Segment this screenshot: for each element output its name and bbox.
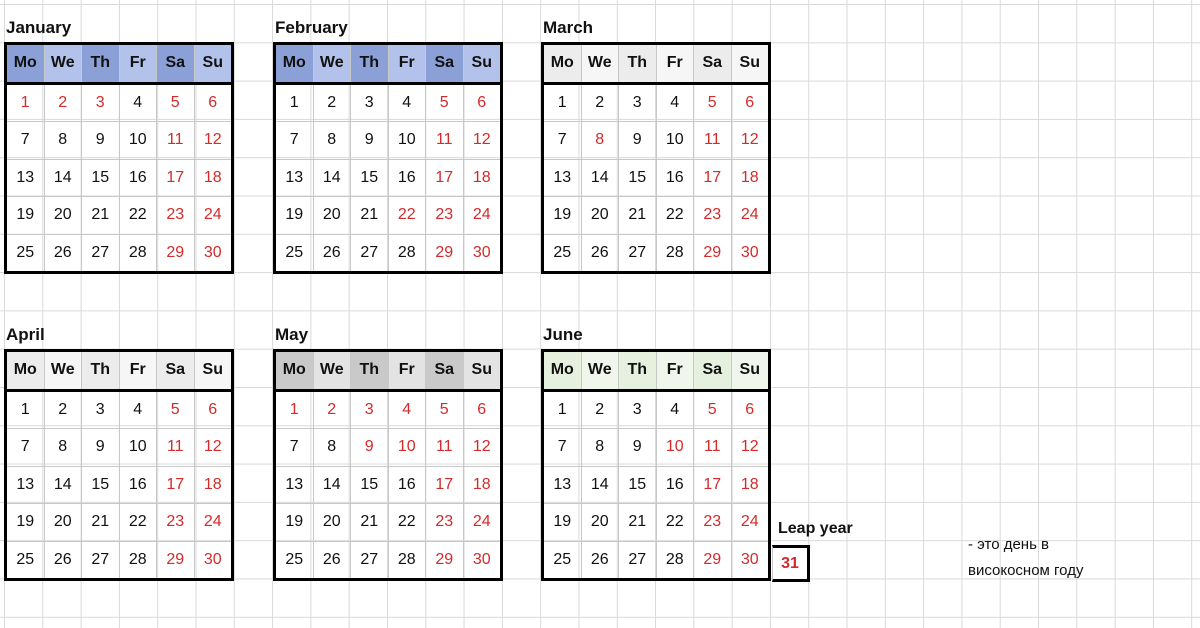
day-cell: 25	[543, 234, 582, 273]
weekday-header: Fr	[656, 44, 694, 84]
day-cell: 29	[426, 234, 464, 273]
day-cell: 1	[275, 390, 314, 429]
day-cell: 6	[194, 83, 233, 122]
leap-day-cell: 31	[772, 545, 810, 582]
day-cell: 15	[351, 159, 389, 197]
day-cell: 10	[656, 429, 694, 467]
day-cell: 1	[543, 390, 582, 429]
day-cell: 2	[44, 83, 82, 122]
day-cell: 4	[656, 390, 694, 429]
day-cell: 10	[119, 122, 157, 160]
weekday-header: Sa	[694, 351, 732, 391]
month-title: March	[543, 18, 594, 37]
day-cell: 23	[694, 504, 732, 542]
day-cell: 26	[581, 541, 619, 580]
day-cell: 29	[694, 234, 732, 273]
weekday-header: Th	[82, 351, 120, 391]
day-cell: 21	[619, 197, 657, 235]
weekday-header: Th	[351, 44, 389, 84]
weekday-header: Sa	[157, 351, 195, 391]
weekday-header: Sa	[426, 351, 464, 391]
day-cell: 9	[82, 429, 120, 467]
day-cell: 19	[543, 504, 582, 542]
day-cell: 25	[6, 234, 45, 273]
day-cell: 19	[275, 504, 314, 542]
day-cell: 25	[6, 541, 45, 580]
day-cell: 13	[543, 159, 582, 197]
weekday-header: We	[313, 44, 351, 84]
week-row	[543, 83, 770, 122]
day-cell: 23	[157, 197, 195, 235]
day-cell: 14	[313, 466, 351, 504]
day-cell: 7	[543, 122, 582, 160]
day-cell: 9	[619, 429, 657, 467]
day-cell: 7	[543, 429, 582, 467]
calendar-grid	[541, 349, 771, 581]
week-row	[6, 83, 233, 122]
day-cell: 5	[157, 390, 195, 429]
week-row	[6, 197, 233, 235]
month-title: April	[6, 325, 45, 344]
week-row	[543, 390, 770, 429]
day-cell: 26	[313, 234, 351, 273]
month-title: June	[543, 325, 583, 344]
day-cell: 11	[157, 122, 195, 160]
day-cell: 18	[463, 159, 502, 197]
weekday-header: Sa	[694, 44, 732, 84]
note-line-2: високосном году	[968, 562, 1084, 579]
day-cell: 21	[351, 197, 389, 235]
day-cell: 23	[426, 504, 464, 542]
week-row	[6, 122, 233, 160]
day-cell: 29	[694, 541, 732, 580]
day-cell: 6	[463, 83, 502, 122]
week-row	[6, 234, 233, 273]
day-cell: 20	[581, 197, 619, 235]
day-cell: 12	[731, 122, 770, 160]
week-row	[6, 541, 233, 580]
week-row	[275, 197, 502, 235]
day-cell: 3	[82, 83, 120, 122]
day-cell: 18	[463, 466, 502, 504]
day-cell: 11	[694, 122, 732, 160]
day-cell: 2	[581, 83, 619, 122]
day-cell: 9	[619, 122, 657, 160]
day-cell: 29	[157, 234, 195, 273]
day-cell: 23	[426, 197, 464, 235]
day-cell: 19	[6, 504, 45, 542]
day-cell: 20	[581, 504, 619, 542]
day-cell: 10	[388, 429, 426, 467]
week-row	[543, 504, 770, 542]
day-cell: 16	[119, 466, 157, 504]
day-cell: 23	[157, 504, 195, 542]
day-cell: 9	[82, 122, 120, 160]
day-cell: 12	[731, 429, 770, 467]
note-line-1: - это день в	[968, 536, 1050, 553]
week-row	[543, 234, 770, 273]
day-cell: 18	[731, 466, 770, 504]
weekday-header: Fr	[119, 351, 157, 391]
day-cell: 7	[6, 122, 45, 160]
day-cell: 12	[194, 122, 233, 160]
day-cell: 20	[44, 504, 82, 542]
day-cell: 8	[44, 429, 82, 467]
day-cell: 15	[82, 159, 120, 197]
weekday-header: Su	[463, 351, 502, 391]
month-january	[4, 18, 234, 274]
weekday-header: Mo	[543, 44, 582, 84]
weekday-header: Su	[731, 44, 770, 84]
day-cell: 16	[388, 466, 426, 504]
day-cell: 2	[313, 390, 351, 429]
week-row	[6, 504, 233, 542]
day-cell: 30	[463, 541, 502, 580]
day-cell: 10	[656, 122, 694, 160]
day-cell: 4	[119, 390, 157, 429]
week-row	[275, 466, 502, 504]
day-cell: 16	[656, 466, 694, 504]
day-cell: 6	[194, 390, 233, 429]
day-cell: 5	[426, 83, 464, 122]
day-cell: 28	[119, 234, 157, 273]
day-cell: 28	[119, 541, 157, 580]
day-cell: 24	[731, 504, 770, 542]
day-cell: 14	[313, 159, 351, 197]
day-cell: 6	[463, 390, 502, 429]
day-cell: 5	[157, 83, 195, 122]
weekday-header: We	[581, 351, 619, 391]
week-row	[275, 504, 502, 542]
weekday-header: Su	[463, 44, 502, 84]
day-cell: 30	[731, 541, 770, 580]
day-cell: 30	[194, 234, 233, 273]
week-row	[275, 541, 502, 580]
day-cell: 24	[194, 197, 233, 235]
day-cell: 12	[463, 122, 502, 160]
week-row	[543, 159, 770, 197]
day-cell: 9	[351, 122, 389, 160]
day-cell: 2	[313, 83, 351, 122]
day-cell: 17	[426, 466, 464, 504]
day-cell: 15	[82, 466, 120, 504]
weekday-header: Mo	[275, 44, 314, 84]
weekday-header: Fr	[388, 351, 426, 391]
week-row	[275, 83, 502, 122]
day-cell: 27	[619, 234, 657, 273]
day-cell: 3	[351, 83, 389, 122]
day-cell: 27	[82, 234, 120, 273]
day-cell: 11	[157, 429, 195, 467]
day-cell: 28	[656, 541, 694, 580]
day-cell: 10	[119, 429, 157, 467]
day-cell: 7	[275, 429, 314, 467]
day-cell: 4	[388, 390, 426, 429]
month-june	[541, 325, 771, 581]
day-cell: 12	[194, 429, 233, 467]
day-cell: 1	[275, 83, 314, 122]
weekday-header: We	[44, 44, 82, 84]
day-cell: 17	[426, 159, 464, 197]
day-cell: 13	[6, 159, 45, 197]
day-cell: 24	[731, 197, 770, 235]
day-cell: 2	[44, 390, 82, 429]
week-row	[275, 234, 502, 273]
weekday-header: We	[313, 351, 351, 391]
calendar-grid	[4, 42, 234, 274]
day-cell: 1	[6, 83, 45, 122]
day-cell: 6	[731, 390, 770, 429]
weekday-header: Mo	[275, 351, 314, 391]
day-cell: 5	[694, 390, 732, 429]
day-cell: 16	[656, 159, 694, 197]
day-cell: 25	[275, 541, 314, 580]
day-cell: 8	[313, 122, 351, 160]
day-cell: 14	[581, 466, 619, 504]
day-cell: 22	[388, 504, 426, 542]
day-cell: 22	[388, 197, 426, 235]
day-cell: 28	[388, 541, 426, 580]
day-cell: 24	[463, 197, 502, 235]
day-cell: 11	[694, 429, 732, 467]
weekday-header: Th	[351, 351, 389, 391]
day-cell: 24	[463, 504, 502, 542]
day-cell: 17	[157, 159, 195, 197]
day-cell: 24	[194, 504, 233, 542]
day-cell: 27	[351, 234, 389, 273]
week-row	[543, 122, 770, 160]
day-cell: 3	[619, 83, 657, 122]
week-row	[275, 159, 502, 197]
day-cell: 21	[351, 504, 389, 542]
day-cell: 28	[388, 234, 426, 273]
day-cell: 30	[194, 541, 233, 580]
calendar-grid	[273, 349, 503, 581]
month-february	[273, 18, 503, 274]
weekday-header: Mo	[6, 44, 45, 84]
day-cell: 23	[694, 197, 732, 235]
day-cell: 11	[426, 122, 464, 160]
day-cell: 14	[44, 466, 82, 504]
day-cell: 22	[119, 197, 157, 235]
weekday-header: Mo	[6, 351, 45, 391]
weekday-header-row	[275, 44, 502, 84]
day-cell: 1	[6, 390, 45, 429]
day-cell: 11	[426, 429, 464, 467]
month-title: February	[275, 18, 348, 37]
day-cell: 18	[194, 466, 233, 504]
day-cell: 4	[656, 83, 694, 122]
weekday-header: Th	[619, 44, 657, 84]
day-cell: 8	[313, 429, 351, 467]
day-cell: 14	[44, 159, 82, 197]
weekday-header: Su	[194, 351, 233, 391]
weekday-header: Fr	[656, 351, 694, 391]
day-cell: 19	[543, 197, 582, 235]
day-cell: 13	[275, 466, 314, 504]
day-cell: 10	[388, 122, 426, 160]
week-row	[6, 390, 233, 429]
weekday-header: Th	[82, 44, 120, 84]
week-row	[6, 429, 233, 467]
day-cell: 2	[581, 390, 619, 429]
weekday-header: Sa	[157, 44, 195, 84]
weekday-header: Fr	[388, 44, 426, 84]
day-cell: 14	[581, 159, 619, 197]
week-row	[543, 541, 770, 580]
weekday-header: Fr	[119, 44, 157, 84]
day-cell: 13	[543, 466, 582, 504]
day-cell: 18	[731, 159, 770, 197]
day-cell: 15	[351, 466, 389, 504]
day-cell: 13	[6, 466, 45, 504]
day-cell: 3	[82, 390, 120, 429]
month-title: January	[6, 18, 72, 37]
day-cell: 7	[275, 122, 314, 160]
day-cell: 20	[44, 197, 82, 235]
day-cell: 29	[426, 541, 464, 580]
day-cell: 17	[694, 466, 732, 504]
day-cell: 21	[619, 504, 657, 542]
week-row	[6, 466, 233, 504]
day-cell: 8	[581, 122, 619, 160]
month-march	[541, 18, 771, 274]
day-cell: 22	[119, 504, 157, 542]
day-cell: 3	[619, 390, 657, 429]
day-cell: 20	[313, 504, 351, 542]
weekday-header-row	[275, 351, 502, 391]
day-cell: 19	[6, 197, 45, 235]
day-cell: 30	[731, 234, 770, 273]
day-cell: 1	[543, 83, 582, 122]
day-cell: 12	[463, 429, 502, 467]
day-cell: 15	[619, 159, 657, 197]
calendar-grid	[273, 42, 503, 274]
day-cell: 22	[656, 197, 694, 235]
day-cell: 3	[351, 390, 389, 429]
day-cell: 8	[581, 429, 619, 467]
weekday-header: Su	[731, 351, 770, 391]
week-row	[275, 122, 502, 160]
month-title: May	[275, 325, 309, 344]
calendar-grid	[541, 42, 771, 274]
weekday-header-row	[6, 351, 233, 391]
day-cell: 4	[388, 83, 426, 122]
weekday-header: Mo	[543, 351, 582, 391]
month-april	[4, 325, 234, 581]
weekday-header: Sa	[426, 44, 464, 84]
leap-year-label: Leap year	[778, 520, 853, 537]
day-cell: 19	[275, 197, 314, 235]
day-cell: 29	[157, 541, 195, 580]
weekday-header: Su	[194, 44, 233, 84]
day-cell: 28	[656, 234, 694, 273]
day-cell: 18	[194, 159, 233, 197]
day-cell: 16	[119, 159, 157, 197]
day-cell: 17	[157, 466, 195, 504]
day-cell: 26	[313, 541, 351, 580]
day-cell: 27	[619, 541, 657, 580]
day-cell: 7	[6, 429, 45, 467]
day-cell: 21	[82, 504, 120, 542]
day-cell: 5	[426, 390, 464, 429]
day-cell: 27	[351, 541, 389, 580]
day-cell: 22	[656, 504, 694, 542]
day-cell: 6	[731, 83, 770, 122]
day-cell: 13	[275, 159, 314, 197]
weekday-header: Th	[619, 351, 657, 391]
week-row	[543, 466, 770, 504]
week-row	[275, 390, 502, 429]
calendar-grid	[4, 349, 234, 581]
day-cell: 30	[463, 234, 502, 273]
day-cell: 26	[44, 541, 82, 580]
month-may	[273, 325, 503, 581]
day-cell: 26	[581, 234, 619, 273]
week-row	[543, 429, 770, 467]
day-cell: 20	[313, 197, 351, 235]
week-row	[543, 197, 770, 235]
week-row	[6, 159, 233, 197]
weekday-header: We	[581, 44, 619, 84]
day-cell: 16	[388, 159, 426, 197]
leap-note	[968, 532, 1083, 584]
day-cell: 26	[44, 234, 82, 273]
day-cell: 21	[82, 197, 120, 235]
day-cell: 4	[119, 83, 157, 122]
weekday-header-row	[543, 44, 770, 84]
weekday-header-row	[6, 44, 233, 84]
day-cell: 8	[44, 122, 82, 160]
day-cell: 25	[543, 541, 582, 580]
day-cell: 5	[694, 83, 732, 122]
day-cell: 17	[694, 159, 732, 197]
day-cell: 9	[351, 429, 389, 467]
day-cell: 27	[82, 541, 120, 580]
week-row	[275, 429, 502, 467]
weekday-header-row	[543, 351, 770, 391]
day-cell: 25	[275, 234, 314, 273]
weekday-header: We	[44, 351, 82, 391]
day-cell: 15	[619, 466, 657, 504]
